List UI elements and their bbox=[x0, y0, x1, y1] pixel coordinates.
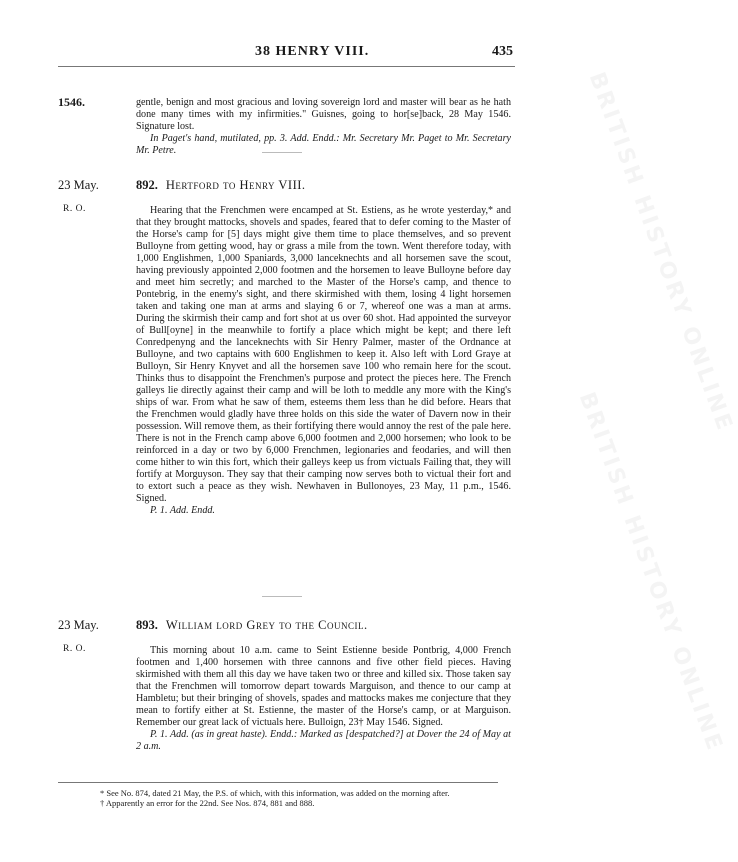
entry-source: P. 1. Add. (as in great haste). Endd.: Marked as [despatched?] at Dover the 24 of May at 2 a.m. bbox=[136, 729, 511, 752]
footnote: † Apparently an error for the 22nd. See Nos. 874, 881 and 888. bbox=[100, 798, 315, 808]
page-number: 435 bbox=[492, 44, 513, 59]
continuation-text-block bbox=[136, 97, 511, 157]
continuation-source: In Paget's hand, mutilated, pp. 3. Add. Endd.: Mr. Secretary Mr. Paget to Mr. Secretary Mr. Petre. bbox=[136, 133, 511, 156]
year-marker: 1546. bbox=[58, 95, 85, 109]
entry-number: 892. bbox=[136, 178, 158, 192]
entry-body bbox=[136, 645, 511, 753]
entry-text: Hearing that the Frenchmen were encamped at St. Estiens, as he wrote yesterday,* and that they brought mattocks, shovels and spades, feared that to defer coming to the Master of the Horse's camp for [5] days might give them time to place themselves, and so prevent Bulloyne from getting wood, hay or grass a mile from the town. Went therefore today, with 1,000 Englishmen, 1,000 Spaniards, 3,000 lanceknechts and all horsemen save the scout, having previously appointed 2,000 footmen and the horsemen to leave Bulloyne before day and meet him secretly; and marched to the Master of the Horse's camp, and thence to Pontebrig, in the enemy's sight, and there skirmished with them, losing 4 light horsemen taken and taking one man at arms and slaying 6 or 7, whereof one was a man at arms. During the skirmish their camp and fort shot at us over 60 shot. Had appointed the surveyor of Bull[oyne] in the meanwhile to fortify a place which might be kept; and there left Conredpenyng and the lanceknechts with Sir Henry Palmer, master of the Ordnance at Bulloyne, and two captains with 600 Englishmen to keep it. Also left with Lord Graye at Bulloyn, Sir Henry Knyvet and all the horsemen save 100 who remain here for the scout. Thinks thus to disappoint the Frenchmen's purpose and protect the pieces here. The French galleys lie directly against their camp and will be loth to meddle any more with the King's ships of war. From what he saw of them, esteems them less than he did before. Hears that the Frenchmen would gladly have three holds on this side the water of Davern now in their possession. Will remove them, as their fortifying there would annoy the rest of the pale here. There is not in the French camp above 6,000 footmen and 2,000 horsemen; who look to be reinforced in a day or two by 6,000 Frenchmen, legionaries and feodaries, and will then come hither to win this fort, which their galleys keep us from victuals Failing that, they will fortify at Morguyson. They say that their camping now serves both to victual their fort and to extort such a peace as they wish. Newhaven in Bullonoyes, 23 May, 11 p.m., 1546. Signed. bbox=[136, 205, 511, 504]
entry-date: 23 May. bbox=[58, 618, 99, 632]
entry-body bbox=[136, 205, 511, 517]
watermark: BRITISH HISTORY ONLINE bbox=[583, 69, 738, 436]
repository-ref: R. O. bbox=[63, 644, 86, 654]
entry-title: Hertford to Henry VIII. bbox=[165, 178, 306, 192]
entry-title: William lord Grey to the Council. bbox=[165, 618, 368, 632]
entry-heading bbox=[136, 618, 368, 633]
footnotes bbox=[100, 788, 510, 808]
running-title: 38 HENRY VIII. bbox=[255, 44, 370, 59]
footnote: * See No. 874, dated 21 May, the P.S. of which, with this information, was added on the morning after. bbox=[100, 788, 450, 798]
entry-date: 23 May. bbox=[58, 178, 99, 192]
entry-divider bbox=[262, 152, 302, 153]
entry-heading bbox=[136, 178, 306, 193]
entry-text: This morning about 10 a.m. came to Seint Estienne beside Pontbrig, 4,000 French footmen and 1,400 horsemen with three cannons and five other field pieces. Having skirmished with them all this day we have taken two or three and killed six. Those taken say that the Frenchmen will tomorrow depart towards Marguison, and thence to our camp at Hambletu; but their bringing of shovels, spades and mattocks makes me conjecture that they mean to fortify either at St. Estienne, the master of the Horse's camp, or at Marguison. Remember our great lack of victuals here. Bulloign, 23† May 1546. Signed. bbox=[136, 645, 511, 728]
header-rule bbox=[58, 66, 515, 67]
entry-source: P. 1. Add. Endd. bbox=[150, 505, 215, 516]
watermark: BRITISH HISTORY ONLINE bbox=[573, 389, 728, 756]
footnote-rule bbox=[58, 782, 498, 783]
entry-number: 893. bbox=[136, 618, 158, 632]
page-header bbox=[0, 44, 567, 64]
repository-ref: R. O. bbox=[63, 204, 86, 214]
continuation-text: gentle, benign and most gracious and loving sovereign lord and master will bear as he hath done many times with my infirmities." Guisnes, going to hor[se]back, 28 May 1546. Signature lost. bbox=[136, 97, 511, 132]
entry-divider bbox=[262, 596, 302, 597]
